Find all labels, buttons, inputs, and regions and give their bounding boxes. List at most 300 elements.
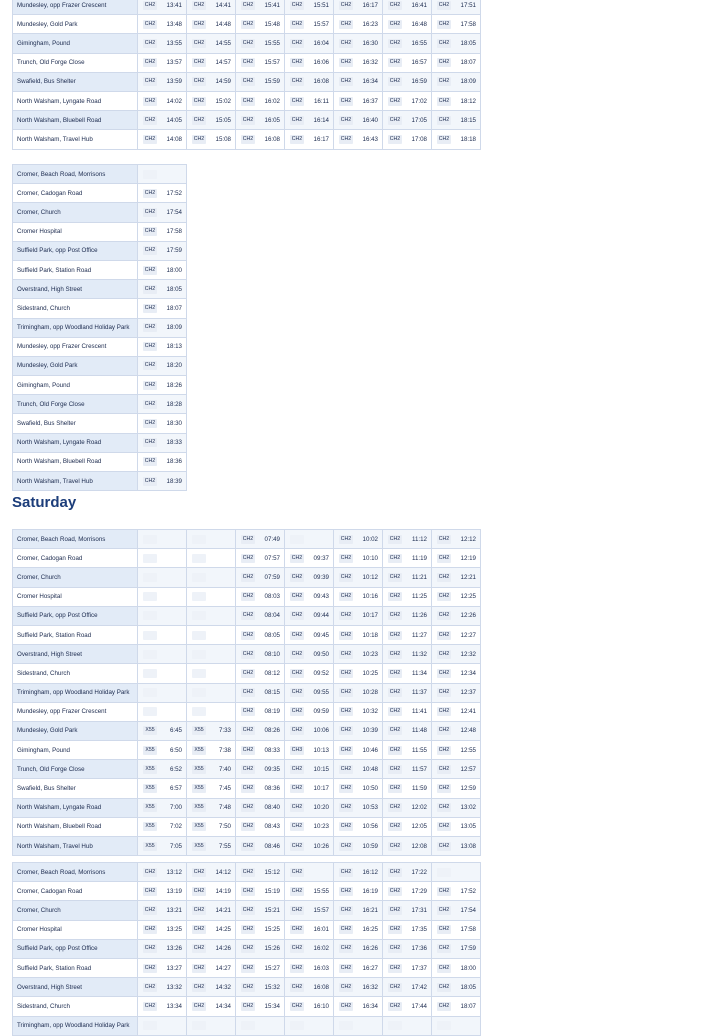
departure-time: 15:57: [313, 906, 329, 914]
departure-cell: [334, 837, 383, 856]
route-badge: CH2: [291, 116, 303, 123]
departure-cell: [383, 702, 432, 721]
route-badge: [143, 573, 157, 582]
departure-time: 12:48: [460, 727, 476, 735]
departure-time: 16:32: [362, 983, 378, 991]
table-row: [13, 530, 481, 549]
departure-cell: [383, 91, 432, 110]
route-badge: CH2: [144, 135, 156, 142]
route-badge: CH2: [291, 868, 303, 875]
departure-cell: [334, 587, 383, 606]
departure-cell: [432, 645, 481, 664]
route-badge: CH2: [389, 612, 401, 619]
departure-time: 14:34: [215, 1002, 231, 1010]
departure-cell: [138, 901, 187, 920]
departure-cell: [236, 645, 285, 664]
route-badge: CH2: [144, 945, 156, 952]
departure-time: 7:48: [218, 804, 231, 812]
departure-cell: [334, 15, 383, 34]
departure-time: 11:26: [411, 612, 427, 620]
route-badge: CH2: [291, 1, 303, 8]
departure-cell: [383, 978, 432, 997]
route-badge: [143, 650, 157, 659]
departure-cell: [138, 779, 187, 798]
table-row: [13, 414, 187, 433]
departure-time: 16:14: [313, 116, 329, 124]
route-badge: [143, 669, 157, 678]
departure-cell: [383, 15, 432, 34]
route-badge: CH2: [144, 59, 156, 66]
route-badge: CH2: [242, 116, 254, 123]
stop-name: Mundesley, opp Frazer Crescent: [13, 0, 138, 15]
departure-cell: [236, 779, 285, 798]
departure-cell: [138, 939, 187, 958]
route-badge: CH2: [438, 983, 450, 990]
departure-cell: [285, 779, 334, 798]
table-row: [13, 939, 481, 958]
table-row: [13, 702, 481, 721]
departure-time: 14:32: [215, 983, 231, 991]
route-badge: CH2: [291, 78, 303, 85]
route-badge: CH2: [242, 554, 254, 561]
departure-cell: [285, 130, 334, 149]
departure-cell: [187, 978, 236, 997]
departure-cell: [285, 53, 334, 72]
route-badge: X55: [143, 726, 157, 735]
departure-cell: [432, 683, 481, 702]
section-heading-saturday: Saturday: [12, 494, 77, 511]
departure-time: 18:09: [460, 78, 476, 86]
departure-cell: [383, 625, 432, 644]
departure-cell: [236, 664, 285, 683]
departure-time: 16:03: [313, 964, 329, 972]
stop-name: Cromer Hospital: [13, 587, 138, 606]
route-badge: CH2: [389, 650, 401, 657]
departure-time: 17:42: [411, 983, 427, 991]
route-badge: CH2: [291, 708, 303, 715]
departure-cell: [334, 530, 383, 549]
departure-time: 09:35: [264, 765, 280, 773]
departure-cell: [236, 817, 285, 836]
departure-time: 08:10: [264, 650, 280, 658]
departure-time: 08:15: [264, 689, 280, 697]
departure-time: 15:26: [264, 945, 280, 953]
departure-cell: [285, 91, 334, 110]
departure-cell: [383, 939, 432, 958]
route-badge: CH2: [340, 945, 352, 952]
departure-time: 12:55: [460, 746, 476, 754]
stop-name: Swafield, Bus Shelter: [13, 414, 138, 433]
table-row: [13, 395, 187, 414]
route-badge: CH2: [438, 926, 450, 933]
departure-cell: [285, 111, 334, 130]
route-badge: CH2: [389, 593, 401, 600]
route-badge: CH2: [291, 926, 303, 933]
departure-cell: [138, 72, 187, 91]
departure-cell: [138, 817, 187, 836]
stop-name: Overstrand, High Street: [13, 280, 138, 299]
departure-cell: [236, 863, 285, 882]
departure-time: 16:06: [313, 59, 329, 67]
route-badge: CH2: [291, 20, 303, 27]
departure-time: 14:05: [166, 116, 182, 124]
route-badge: CH2: [144, 868, 156, 875]
departure-time: 13:21: [166, 906, 182, 914]
departure-time: 10:06: [313, 727, 329, 735]
route-badge: CH2: [291, 765, 303, 772]
route-badge: CH2: [291, 945, 303, 952]
route-badge: CH2: [438, 727, 450, 734]
route-badge: CH2: [340, 785, 352, 792]
departure-cell: [334, 882, 383, 901]
route-badge: X55: [192, 842, 206, 851]
table-row: [13, 337, 187, 356]
departure-time: 13:57: [166, 59, 182, 67]
departure-cell: [236, 568, 285, 587]
table-row: [13, 798, 481, 817]
departure-cell: [187, 0, 236, 15]
route-badge: CH2: [389, 823, 401, 830]
table-row: [13, 549, 481, 568]
departure-time: 17:54: [166, 208, 182, 216]
departure-time: 15:59: [264, 78, 280, 86]
stop-name: Cromer, Cadogan Road: [13, 549, 138, 568]
departure-time: 13:34: [166, 1002, 182, 1010]
table-row: [13, 452, 187, 471]
table-row: [13, 222, 187, 241]
departure-time: 14:55: [215, 39, 231, 47]
departure-time: 17:51: [460, 1, 476, 9]
stop-name: Cromer, Beach Road, Morrisons: [13, 863, 138, 882]
departure-cell: [383, 34, 432, 53]
departure-time: 10:02: [362, 535, 378, 543]
departure-cell: [138, 184, 187, 203]
departure-cell: [432, 0, 481, 15]
route-badge: [290, 535, 304, 544]
departure-time: 13:25: [166, 926, 182, 934]
departure-time: 18:36: [166, 458, 182, 466]
route-badge: [192, 554, 206, 563]
route-badge: [192, 611, 206, 620]
table-row: [13, 606, 481, 625]
departure-time: 14:19: [215, 887, 231, 895]
departure-cell: [383, 779, 432, 798]
departure-time: 18:15: [460, 116, 476, 124]
departure-cell: [236, 798, 285, 817]
route-badge: CH2: [242, 765, 254, 772]
departure-time: 11:32: [411, 650, 427, 658]
route-badge: CH2: [438, 887, 450, 894]
departure-cell: [432, 53, 481, 72]
departure-cell: [138, 863, 187, 882]
departure-time: 09:39: [313, 573, 329, 581]
departure-cell: [334, 53, 383, 72]
departure-cell: [285, 978, 334, 997]
departure-cell: [236, 958, 285, 977]
route-badge: CH2: [144, 439, 156, 446]
departure-time: 16:08: [313, 78, 329, 86]
departure-time: 12:02: [411, 804, 427, 812]
departure-time: 10:23: [362, 650, 378, 658]
departure-cell: [236, 702, 285, 721]
route-badge: CH2: [438, 650, 450, 657]
route-badge: CH3: [291, 746, 303, 753]
departure-cell: [432, 817, 481, 836]
departure-cell: [187, 625, 236, 644]
stop-name: Mundesley, opp Frazer Crescent: [13, 702, 138, 721]
departure-time: 17:58: [460, 926, 476, 934]
route-badge: CH2: [389, 926, 401, 933]
departure-cell: [138, 395, 187, 414]
departure-cell: [432, 530, 481, 549]
stop-name: Cromer, Cadogan Road: [13, 184, 138, 203]
table-row: [13, 587, 481, 606]
departure-time: 15:27: [264, 964, 280, 972]
departure-time: 17:52: [460, 887, 476, 895]
route-badge: CH2: [340, 868, 352, 875]
route-badge: CH2: [340, 842, 352, 849]
departure-time: 16:41: [411, 1, 427, 9]
departure-time: 09:59: [313, 708, 329, 716]
departure-cell: [334, 901, 383, 920]
route-badge: CH2: [242, 926, 254, 933]
departure-cell: [187, 130, 236, 149]
departure-time: 16:34: [362, 1002, 378, 1010]
departure-time: 10:48: [362, 765, 378, 773]
departure-time: 17:36: [411, 945, 427, 953]
departure-cell: [187, 91, 236, 110]
departure-time: 16:05: [264, 116, 280, 124]
route-badge: [192, 573, 206, 582]
departure-time: 16:10: [313, 1002, 329, 1010]
route-badge: CH2: [242, 593, 254, 600]
departure-cell: [334, 72, 383, 91]
route-badge: CH2: [389, 842, 401, 849]
departure-time: 16:04: [313, 39, 329, 47]
departure-cell: [432, 91, 481, 110]
departure-cell: [432, 837, 481, 856]
departure-cell: [187, 882, 236, 901]
departure-time: 09:45: [313, 631, 329, 639]
departure-cell: [383, 760, 432, 779]
departure-cell: [285, 587, 334, 606]
departure-time: 08:46: [264, 842, 280, 850]
route-badge: CH2: [291, 823, 303, 830]
departure-time: 16:34: [362, 78, 378, 86]
departure-time: 13:08: [460, 842, 476, 850]
route-badge: CH2: [340, 746, 352, 753]
route-badge: CH2: [340, 964, 352, 971]
route-badge: CH2: [340, 823, 352, 830]
departure-cell: [187, 901, 236, 920]
table-row: [13, 433, 187, 452]
stop-name: North Walsham, Bluebell Road: [13, 452, 138, 471]
stop-name: North Walsham, Bluebell Road: [13, 817, 138, 836]
table-row: [13, 760, 481, 779]
departure-time: 7:33: [218, 727, 231, 735]
departure-cell: [432, 549, 481, 568]
departure-cell: [187, 920, 236, 939]
route-badge: CH2: [438, 78, 450, 85]
departure-cell: [187, 760, 236, 779]
departure-cell: [138, 0, 187, 15]
table-row: [13, 15, 481, 34]
departure-time: 13:26: [166, 945, 182, 953]
route-badge: CH2: [389, 631, 401, 638]
route-badge: CH2: [438, 554, 450, 561]
route-badge: CH2: [340, 535, 352, 542]
route-badge: CH2: [193, 1002, 205, 1009]
route-badge: CH2: [389, 746, 401, 753]
departure-time: 11:41: [411, 708, 427, 716]
route-badge: CH2: [389, 78, 401, 85]
departure-time: 18:05: [166, 285, 182, 293]
weekday-timetable-evening: [12, 164, 187, 491]
departure-time: 12:19: [460, 554, 476, 562]
departure-cell: [138, 798, 187, 817]
route-badge: CH2: [340, 887, 352, 894]
departure-cell: [334, 920, 383, 939]
route-badge: CH2: [291, 887, 303, 894]
route-badge: CH2: [242, 785, 254, 792]
route-badge: CH2: [438, 535, 450, 542]
departure-cell: [187, 72, 236, 91]
route-badge: CH2: [438, 59, 450, 66]
departure-time: 12:59: [460, 785, 476, 793]
departure-cell: [383, 721, 432, 740]
route-badge: CH2: [340, 78, 352, 85]
route-badge: CH2: [291, 983, 303, 990]
departure-time: 17:54: [460, 906, 476, 914]
departure-cell: [187, 645, 236, 664]
route-badge: CH2: [291, 554, 303, 561]
departure-cell: [383, 1016, 432, 1035]
departure-cell: [285, 721, 334, 740]
departure-cell: [432, 978, 481, 997]
departure-cell: [285, 549, 334, 568]
departure-cell: [432, 568, 481, 587]
route-badge: CH2: [242, 983, 254, 990]
route-badge: CH2: [340, 689, 352, 696]
departure-time: 18:07: [166, 304, 182, 312]
stop-name: Cromer, Church: [13, 203, 138, 222]
departure-cell: [138, 318, 187, 337]
departure-cell: [138, 606, 187, 625]
route-badge: CH2: [291, 573, 303, 580]
route-badge: CH2: [340, 573, 352, 580]
route-badge: CH2: [242, 689, 254, 696]
departure-cell: [138, 568, 187, 587]
departure-cell: [236, 53, 285, 72]
departure-time: 17:52: [166, 189, 182, 197]
departure-time: 16:12: [362, 868, 378, 876]
departure-cell: [236, 760, 285, 779]
route-badge: CH2: [144, 964, 156, 971]
departure-cell: [334, 760, 383, 779]
departure-cell: [334, 863, 383, 882]
route-badge: CH2: [291, 964, 303, 971]
departure-time: 10:46: [362, 746, 378, 754]
route-badge: CH2: [242, 20, 254, 27]
departure-cell: [138, 997, 187, 1016]
route-badge: CH2: [242, 708, 254, 715]
route-badge: CH2: [144, 228, 156, 235]
departure-time: 6:45: [169, 727, 182, 735]
route-badge: CH2: [291, 612, 303, 619]
departure-cell: [432, 587, 481, 606]
departure-time: 13:05: [460, 823, 476, 831]
route-badge: [192, 707, 206, 716]
departure-cell: [187, 863, 236, 882]
departure-cell: [383, 920, 432, 939]
route-badge: CH2: [242, 78, 254, 85]
route-badge: CH2: [291, 669, 303, 676]
route-badge: CH2: [340, 135, 352, 142]
departure-time: 10:59: [362, 842, 378, 850]
route-badge: CH2: [438, 669, 450, 676]
route-badge: CH2: [389, 669, 401, 676]
departure-cell: [236, 901, 285, 920]
table-row: [13, 997, 481, 1016]
departure-cell: [334, 111, 383, 130]
departure-time: 10:10: [362, 554, 378, 562]
departure-time: 15:41: [264, 1, 280, 9]
departure-cell: [187, 606, 236, 625]
route-badge: CH2: [193, 20, 205, 27]
departure-time: 14:48: [215, 20, 231, 28]
route-badge: CH2: [438, 765, 450, 772]
route-badge: CH2: [242, 746, 254, 753]
table-row: [13, 376, 187, 395]
table-row: [13, 203, 187, 222]
departure-cell: [138, 53, 187, 72]
departure-time: 7:05: [169, 842, 182, 850]
route-badge: CH2: [340, 20, 352, 27]
stop-name: Swafield, Bus Shelter: [13, 72, 138, 91]
departure-time: 09:43: [313, 593, 329, 601]
route-badge: CH2: [242, 612, 254, 619]
departure-cell: [138, 203, 187, 222]
departure-cell: [432, 15, 481, 34]
route-badge: CH2: [144, 477, 156, 484]
stop-name: Trunch, Old Forge Close: [13, 395, 138, 414]
route-badge: CH2: [144, 381, 156, 388]
stop-name: Cromer Hospital: [13, 222, 138, 241]
departure-cell: [187, 817, 236, 836]
departure-cell: [187, 997, 236, 1016]
departure-cell: [187, 530, 236, 549]
departure-cell: [383, 798, 432, 817]
departure-time: 16:01: [313, 926, 329, 934]
departure-cell: [334, 741, 383, 760]
departure-cell: [432, 882, 481, 901]
departure-time: 18:07: [460, 1002, 476, 1010]
stop-name: Cromer, Church: [13, 901, 138, 920]
route-badge: CH2: [340, 554, 352, 561]
stop-name: Mundesley, opp Frazer Crescent: [13, 337, 138, 356]
departure-cell: [334, 997, 383, 1016]
departure-cell: [334, 958, 383, 977]
departure-cell: [285, 15, 334, 34]
departure-cell: [138, 111, 187, 130]
stop-name: Suffield Park, opp Post Office: [13, 606, 138, 625]
route-badge: CH2: [144, 324, 156, 331]
departure-cell: [187, 741, 236, 760]
departure-cell: [187, 15, 236, 34]
route-badge: X55: [192, 765, 206, 774]
departure-cell: [236, 721, 285, 740]
table-row: [13, 472, 187, 491]
